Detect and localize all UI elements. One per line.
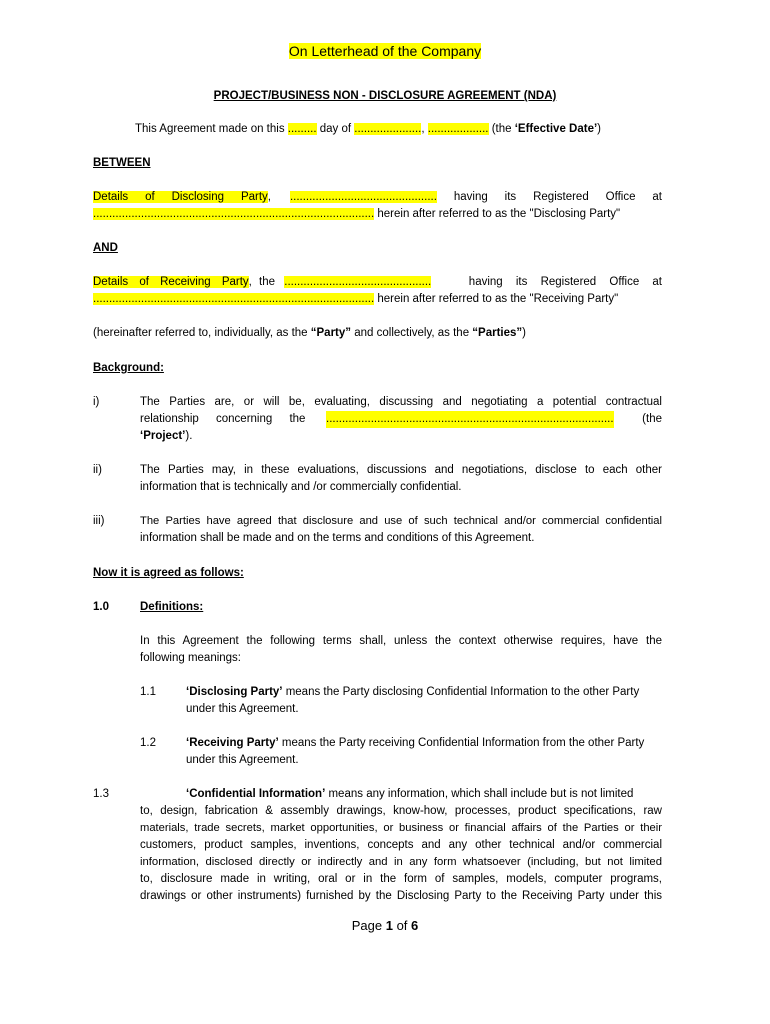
disclosing-line-2 — [93, 206, 620, 223]
def-1-3-line: to, disclosure made in writing, oral or in the form of samples, models, computer programs, — [140, 873, 662, 885]
project-term: ‘Project’ — [140, 430, 186, 442]
disclosing-party-term: ‘Disclosing Party’ — [186, 686, 283, 698]
definitions-heading: Definitions: — [140, 601, 204, 613]
agreement-line — [135, 121, 601, 138]
def-1-3-line: drawings or other instruments) furnished by the Disclosing Party to the Receiving Party under this — [140, 890, 662, 902]
between-heading: BETWEEN — [93, 157, 151, 169]
agreed-heading: Now it is agreed as follows: — [93, 567, 244, 579]
hereinafter-line — [93, 325, 526, 342]
page-number: 1 — [385, 918, 393, 933]
def-1-3-line: to, design, fabrication & assembly drawings, know-how, processes, product specifications, raw — [140, 805, 662, 817]
def-1-2-line-1 — [186, 735, 644, 752]
receiving-party-term: ‘Receiving Party’ — [186, 737, 279, 749]
bg-item-num: iii) — [93, 515, 105, 527]
receiving-registered-text: having its Registered Office at — [468, 276, 662, 288]
receiving-address-blank: ........................................................................................ — [93, 293, 375, 305]
bg-item-1-line-2 — [140, 411, 662, 428]
bg-item-3-line-1: The Parties have agreed that disclosure and use of such technical and/or commercial confidential — [140, 515, 662, 527]
disclosing-registered-text: having its Registered Office at — [436, 191, 662, 203]
def-1-3-line-1 — [186, 786, 633, 803]
day-of-text: day of — [316, 123, 355, 135]
bg-item-3-line-2: information shall be made and on the terms and conditions of this Agreement. — [140, 532, 535, 544]
bg-item-num: i) — [93, 396, 100, 408]
page-total: 6 — [411, 918, 419, 933]
and-heading: AND — [93, 242, 118, 254]
page-word: Page — [351, 918, 386, 933]
party-term: “Party” — [310, 327, 352, 339]
of-word: of — [392, 918, 412, 933]
bg-item-1-line-3 — [140, 428, 192, 445]
definitions-intro-line-2: following meanings: — [140, 652, 242, 664]
month-blank: ..................... — [354, 123, 422, 135]
receiving-name-blank: .............................................. — [284, 276, 432, 288]
project-close: ). — [185, 430, 193, 442]
receiving-line-2 — [93, 291, 618, 308]
def-num: 1.3 — [93, 788, 109, 800]
confidential-information-term: ‘Confidential Information’ — [186, 788, 326, 800]
effective-date-term: ‘Effective Date’ — [514, 123, 598, 135]
effective-open: (the — [488, 123, 515, 135]
section-num: 1.0 — [93, 601, 109, 613]
disclosing-label: Details of Disclosing Party — [93, 191, 268, 203]
def-num: 1.1 — [140, 686, 156, 698]
year-blank: ................... — [427, 123, 489, 135]
background-heading: Background: — [93, 362, 164, 374]
comma: , — [421, 123, 425, 135]
project-blank: .......................................................................................... — [326, 411, 614, 428]
disclosing-line-1 — [93, 189, 662, 206]
disclosing-referred-text: herein after referred to as the "Disclosing Party" — [374, 208, 621, 220]
document-title-text: PROJECT/BUSINESS NON - DISCLOSURE AGREEMENT (NDA) — [213, 90, 557, 102]
hereinafter-c: ) — [522, 327, 526, 339]
def-num: 1.2 — [140, 737, 156, 749]
receiving-the: , the — [248, 276, 276, 288]
definitions-intro-line-1: In this Agreement the following terms shall, unless the context otherwise requires, have the — [140, 635, 662, 647]
receiving-label: Details of Receiving Party — [93, 276, 249, 288]
def-1-3-line: customers, product samples, inventions, concepts and any other technical and/or commercial — [140, 839, 662, 851]
bg-item-1-line-1: The Parties are, or will be, evaluating, discussing and negotiating a potential contractual — [140, 396, 662, 408]
def-1-1-line-2: under this Agreement. — [186, 703, 299, 715]
day-blank: ......... — [287, 123, 317, 135]
hereinafter-a: (hereinafter referred to, individually, as the — [93, 327, 311, 339]
def-1-1-text: means the Party disclosing Confidential Information to the other Party — [282, 686, 640, 698]
page-footer — [0, 918, 770, 933]
def-1-3-text: means any information, which shall include but is not limited — [325, 788, 634, 800]
def-1-3-line: information, disclosed directly or indirectly and in any form whatsoever (including, but not limited — [140, 856, 662, 868]
agreement-prefix: This Agreement made on this — [135, 123, 288, 135]
effective-close: ) — [597, 123, 602, 135]
receiving-line-1 — [93, 274, 662, 291]
hereinafter-b: and collectively, as the — [351, 327, 473, 339]
document-title — [0, 88, 770, 105]
comma: , — [267, 191, 271, 203]
letterhead-text: On Letterhead of the Company — [288, 43, 482, 59]
bg-item-2-line-2: information that is technically and /or commercially confidential. — [140, 481, 462, 493]
def-1-2-line-2: under this Agreement. — [186, 754, 299, 766]
def-1-3-line: materials, trade secrets, market opportunities, or business or financial affairs of the Parties or their — [140, 822, 662, 834]
def-1-2-text: means the Party receiving Confidential Information from the other Party — [278, 737, 645, 749]
def-1-1-line-1 — [186, 684, 639, 701]
disclosing-name-blank: .............................................. — [289, 191, 437, 203]
relationship-text: relationship concerning the — [140, 413, 306, 425]
bg-item-2-line-1: The Parties may, in these evaluations, discussions and negotiations, disclose to each other — [140, 464, 662, 476]
disclosing-address-blank: ........................................................................................ — [93, 208, 375, 220]
the-open: (the — [642, 413, 662, 425]
letterhead — [0, 43, 770, 60]
receiving-referred-text: herein after referred to as the "Receiving Party" — [374, 293, 619, 305]
bg-item-num: ii) — [93, 464, 102, 476]
parties-term: “Parties” — [472, 327, 523, 339]
